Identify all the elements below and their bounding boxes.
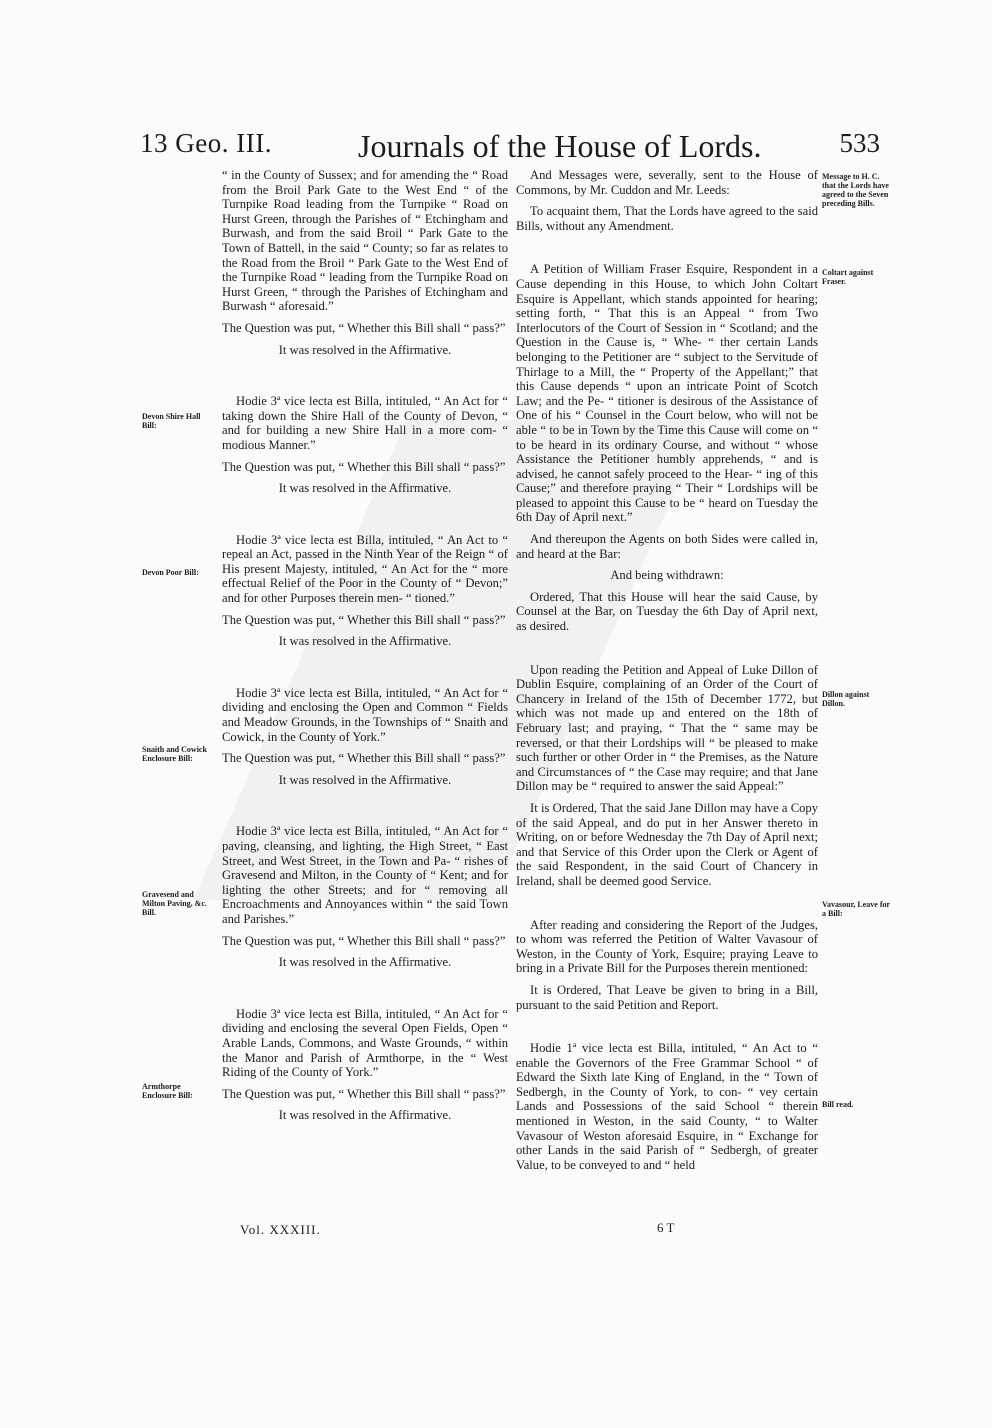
resolution-line: It was resolved in the Affirmative. <box>278 342 452 357</box>
margin-note-coltart-fraser: Coltart against Fraser. <box>822 268 874 286</box>
question-line: The Question was put, “ Whether this Bill shall “ pass?” <box>222 933 506 948</box>
margin-note-armthorpe: Armthorpe Enclosure Bill: <box>142 1082 193 1100</box>
bill-paragraph: Hodie 3ª vice lecta est Billa, intituled, “ An Act to “ repeal an Act, passed in the Ninth Year of the Reign “ of His present Majesty, intituled, “ An Act for the “ more effectual Relief of the Poor in the County of “ Devon;” and for other Purposes therein men- “ tioned.” <box>222 532 508 606</box>
margin-note-bill-read: Bill read. <box>822 1100 854 1109</box>
bill-paragraph: Hodie 3ª vice lecta est Billa, intituled, “ An Act for “ paving, cleansing, and lighting, the High Street, “ East Street, and West Street, in the Town and Pa- “ rishes of Gravesend and Milton, in the County of “ Kent; and for lighting the other Streets; and for “ removing all Encroachments and Annoyances within “ the said Town and Parishes.” <box>222 824 508 926</box>
page-header <box>140 128 880 172</box>
margin-note-message: Message to H. C. that the Lords have agreed to the Seven preceding Bills. <box>822 172 889 208</box>
bill-paragraph: Hodie 3ª vice lecta est Billa, intituled, “ An Act for “ taking down the Shire Hall of the County of Devon, “ and for building a new Shire Hall in a more com- “ modious Manner.” <box>222 394 508 452</box>
page-number: 533 <box>839 128 880 158</box>
right-column <box>516 168 818 1179</box>
volume-label: Vol. XXXIII. <box>240 1222 321 1237</box>
paragraph: And being withdrawn: <box>610 568 724 583</box>
question-line: The Question was put, “ Whether this Bill shall “ pass?” <box>222 751 506 766</box>
paragraph: And thereupon the Agents on both Sides were called in, and heard at the Bar: <box>516 532 818 561</box>
header-title: Journals of the House of Lords. <box>358 128 762 164</box>
order-paragraph: It is Ordered, That Leave be given to bring in a Bill, pursuant to the said Petition and Report. <box>516 982 818 1012</box>
resolution-line: It was resolved in the Affirmative. <box>278 481 452 496</box>
paragraph: After reading and considering the Report of the Judges, to whom was referred the Petition of Walter Vavasour of Weston, in the County of York, Esquire; praying Leave to bring in a Private Bill for the Purposes therein mentioned: <box>516 917 818 976</box>
margin-note-vavasour: Vavasour, Leave for a Bill: <box>822 900 890 918</box>
resolution-line: It was resolved in the Affirmative. <box>278 1108 452 1123</box>
order-paragraph: It is Ordered, That the said Jane Dillon may have a Copy of the said Appeal, and do put in her Answer thereto in Writing, on or before Wednesday the 7th Day of April next; and that Service of this Order upon the Clerk or Agent of the said Respondent, in the said Court of Chancery in Ireland, shall be deemed good Service. <box>516 800 818 888</box>
bill-paragraph: Hodie 3ª vice lecta est Billa, intituled, “ An Act for “ dividing and enclosing the several Open Fields, Open “ Arable Lands, Commons, and Waste Grounds, “ within the Manor and Parish of Armthorpe, in the “ West Riding of the County of York.” <box>222 1006 508 1080</box>
left-column <box>222 168 508 1130</box>
question-line: The Question was put, “ Whether this Bill shall “ pass?” <box>222 459 506 474</box>
signature-mark: 6 T <box>657 1220 675 1235</box>
question-line: The Question was put, “ Whether this Bill shall “ pass?” <box>222 612 506 627</box>
header-regnal-year: 13 Geo. III. <box>140 128 272 158</box>
paragraph: And Messages were, severally, sent to the House of Commons, by Mr. Cuddon and Mr. Leeds: <box>516 168 818 197</box>
question-line: The Question was put, “ Whether this Bill shall “ pass?” <box>222 1086 506 1101</box>
margin-note-devon-poor: Devon Poor Bill: <box>142 568 199 577</box>
resolution-line: It was resolved in the Affirmative. <box>278 772 452 787</box>
bill-paragraph: Hodie 3ª vice lecta est Billa, intituled, “ An Act for “ dividing and enclosing the Open and Common “ Fields and Meadow Grounds, in the Townships of “ Snaith and Cowick, in the County of York.” <box>222 685 508 744</box>
margin-note-gravesend-milton: Gravesend and Milton Paving, &c. Bill. <box>142 890 207 917</box>
margin-note-devon-shire-hall: Devon Shire Hall Bill: <box>142 412 201 430</box>
paragraph: To acquaint them, That the Lords have agreed to the said Bills, without any Amendment. <box>516 204 818 233</box>
resolution-line: It was resolved in the Affirmative. <box>278 634 452 649</box>
order-paragraph: Ordered, That this House will hear the said Cause, by Counsel at the Bar, on Tuesday the 6th Day of April next, as desired. <box>516 589 818 634</box>
margin-note-dillon: Dillon against Dillon. <box>822 690 870 708</box>
resolution-line: It was resolved in the Affirmative. <box>278 955 452 970</box>
margin-note-snaith-cowick: Snaith and Cowick Enclosure Bill: <box>142 745 207 763</box>
petition-paragraph: A Petition of William Fraser Esquire, Respondent in a Cause depending in this House, to which John Coltart Esquire is Appellant, which stands appointed for hearing; setting forth, “ That this is an Appeal “ from Two Interlocutors of the Court of Session in “ Scotland; and the Question in the Cause is, “ Whe- “ ther certain Lands belonging to the Petitioner are “ subject to the Servitude of Thirlage to a Mill, the “ Property of the Appellant;” that this Cause depends “ upon an intricate Point of Scotch Law; and the Pe- “ titioner is desirous of the Assistance of One of his “ Counsel in the Court below, who will not be able “ to be in Town by the Time this Cause will come on “ to be heard in its ordinary Course, and without “ whose Assistance the Petitioner humbly apprehends, “ and is advised, he cannot safely proceed to the Hear- “ ing of this Cause;” and therefore praying “ Their “ Lordships will be pleased to appoint this Cause to be “ heard on Tuesday the 6th Day of April next.” <box>516 262 818 525</box>
question-line: The Question was put, “ Whether this Bill shall “ pass?” <box>222 320 506 335</box>
paragraph: “ in the County of Sussex; and for amending the “ Road from the Broil Park Gate to the West End “ of the Turnpike Road leading from the Turnpike “ Road on Hurst Green, through the Parishes of “ Etchingham and Burwash, and from the said Broil “ Park Gate to the Town of Battell, in the said “ County; so far as relates to the Road from the Broil “ Park Gate to the West End of the Turnpike Road “ leading from the Turnpike Road on Hurst Green, “ through the Parishes of Etchingham and Burwash “ aforesaid.” <box>222 168 508 314</box>
petition-paragraph: Upon reading the Petition and Appeal of Luke Dillon of Dublin Esquire, complaining of an Order of the Court of Chancery in Ireland of the 15th of December 1772, but which was not made up and entered on the 18th of February last; and praying, “ That the “ same may be reversed, or that their Lordships will “ be pleased to make such further or other Order in “ the Premises, as the Nature and Circumstances of “ the Case may require; and that Jane Dillon may be “ required to answer the said Appeal:” <box>516 662 818 794</box>
bill-paragraph: Hodie 1ª vice lecta est Billa, intituled, “ An Act to “ enable the Governors of the Free Grammar School “ of Edward the Sixth late King of England, in the “ Town of Sedbergh, in the County of York, to con- “ vey certain Lands and Possessions of the said School “ therein mentioned in Weston, in the said County, “ to Walter Vavasour of Weston aforesaid Esquire, in “ Exchange for other Lands in the said Parish of “ Sedbergh, of greater Value, to be conveyed to and “ held <box>516 1041 818 1172</box>
